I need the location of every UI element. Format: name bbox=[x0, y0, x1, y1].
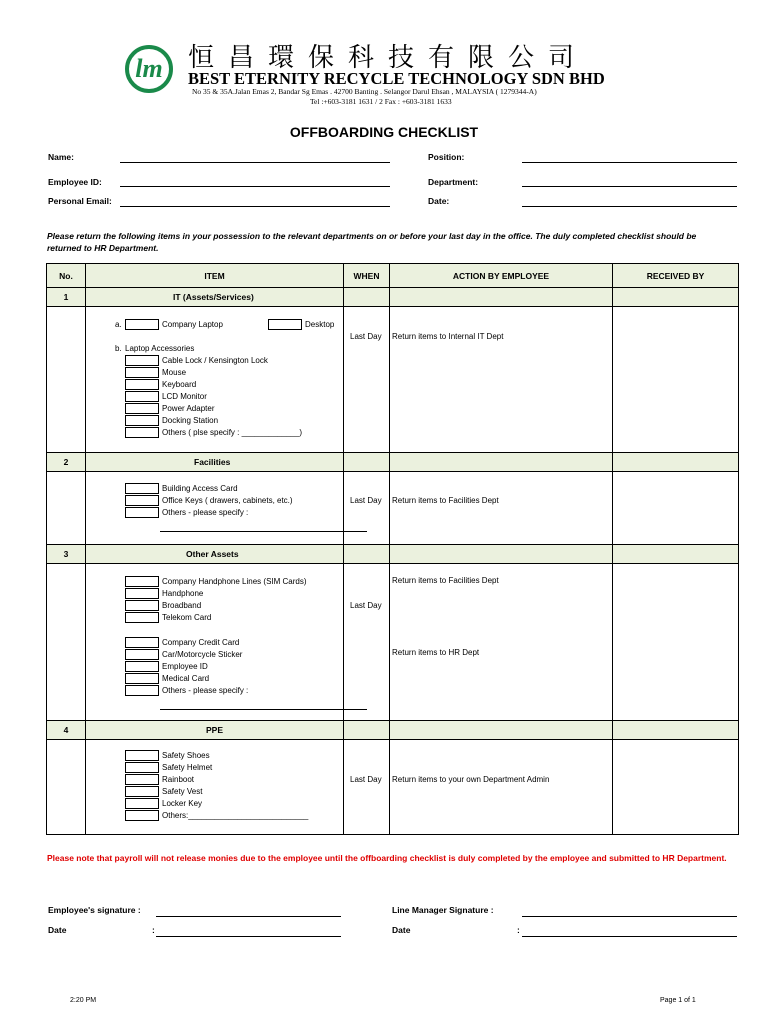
section-items bbox=[86, 564, 344, 721]
received-by-cell[interactable] bbox=[613, 564, 739, 721]
line-manager-date-field[interactable] bbox=[522, 936, 737, 937]
page-title: OFFBOARDING CHECKLIST bbox=[289, 124, 479, 140]
checkbox[interactable] bbox=[125, 415, 159, 426]
checkbox[interactable] bbox=[125, 483, 159, 494]
section-body-row bbox=[47, 740, 739, 835]
section-number: 4 bbox=[47, 721, 86, 740]
checkbox[interactable] bbox=[125, 367, 159, 378]
item-label: Building Access Card bbox=[162, 484, 238, 493]
item-label: Rainboot bbox=[162, 775, 195, 784]
section-items bbox=[86, 472, 344, 545]
item-label: Telekom Card bbox=[162, 613, 212, 622]
checkbox[interactable] bbox=[268, 319, 302, 330]
checkbox[interactable] bbox=[125, 685, 159, 696]
when-text: Last Day bbox=[350, 601, 382, 610]
checkbox[interactable] bbox=[125, 774, 159, 785]
checkbox[interactable] bbox=[125, 810, 159, 821]
checkbox[interactable] bbox=[125, 427, 159, 438]
checkbox[interactable] bbox=[125, 750, 159, 761]
item-label: Broadband bbox=[162, 601, 202, 610]
employee-signature-label: Employee's signature : bbox=[48, 905, 141, 915]
department-label: Department: bbox=[428, 177, 479, 187]
item-b-label: b. bbox=[115, 344, 122, 353]
item-label: Mouse bbox=[162, 368, 187, 377]
section-body-row bbox=[47, 307, 739, 453]
item-label: Company Handphone Lines (SIM Cards) bbox=[162, 577, 307, 586]
section-title: IT (Assets/Services) bbox=[86, 288, 344, 307]
employee-date-label: Date bbox=[48, 925, 67, 935]
item-label: Others - please specify : bbox=[162, 508, 249, 517]
line-manager-signature-field[interactable] bbox=[522, 916, 737, 917]
item-label: Desktop bbox=[305, 320, 335, 329]
checkbox[interactable] bbox=[125, 588, 159, 599]
name-field[interactable] bbox=[120, 162, 390, 163]
position-label: Position: bbox=[428, 152, 465, 162]
action-text: Return items to Facilities Dept bbox=[392, 576, 499, 585]
header-received-by: RECEIVED BY bbox=[613, 264, 739, 288]
item-label: Others - please specify : bbox=[162, 686, 249, 695]
item-label: Company Credit Card bbox=[162, 638, 240, 647]
company-address: No 35 & 35A.Jalan Emas 2, Bandar Sg Emas . 42700 Banting . Selangor Darul Ehsan , MALAYSIA ( 1279344-A) bbox=[192, 87, 537, 96]
section-body-row bbox=[47, 564, 739, 721]
checkbox[interactable] bbox=[125, 507, 159, 518]
checkbox[interactable] bbox=[125, 355, 159, 366]
employee-id-field[interactable] bbox=[120, 186, 390, 187]
item-label: Cable Lock / Kensington Lock bbox=[162, 356, 268, 365]
section-header-row bbox=[47, 288, 739, 307]
footer-page: Page 1 of 1 bbox=[660, 997, 696, 1004]
section-number: 3 bbox=[47, 545, 86, 564]
item-label: Safety Helmet bbox=[162, 763, 213, 772]
checkbox[interactable] bbox=[125, 798, 159, 809]
checklist-table bbox=[46, 263, 739, 835]
company-logo bbox=[125, 45, 173, 93]
action-text: Return items to Facilities Dept bbox=[392, 496, 499, 505]
action-text: Return items to your own Department Admin bbox=[392, 775, 550, 784]
section-title: PPE bbox=[86, 721, 344, 740]
section-header-row bbox=[47, 545, 739, 564]
section-title: Facilities bbox=[86, 453, 344, 472]
checkbox[interactable] bbox=[125, 319, 159, 330]
item-label: Car/Motorcycle Sticker bbox=[162, 650, 243, 659]
section-title: Other Assets bbox=[86, 545, 344, 564]
position-field[interactable] bbox=[522, 162, 737, 163]
item-label: Company Laptop bbox=[162, 320, 223, 329]
item-label: Power Adapter bbox=[162, 404, 215, 413]
logo-monogram: lm bbox=[135, 54, 163, 83]
item-label: Laptop Accessories bbox=[125, 344, 195, 353]
item-label: Locker Key bbox=[162, 799, 203, 808]
when-text: Last Day bbox=[350, 496, 382, 505]
item-label: Others ( plse specify : _____________) bbox=[162, 428, 303, 437]
header-no: No. bbox=[47, 264, 86, 288]
department-field[interactable] bbox=[522, 186, 737, 187]
section-header-row bbox=[47, 453, 739, 472]
checkbox[interactable] bbox=[125, 661, 159, 672]
colon: : bbox=[152, 925, 155, 935]
item-label: Safety Shoes bbox=[162, 751, 210, 760]
received-by-cell[interactable] bbox=[613, 472, 739, 545]
line-manager-date-label: Date bbox=[392, 925, 411, 935]
section-items bbox=[86, 740, 344, 835]
header-item: ITEM bbox=[86, 264, 344, 288]
when-text: Last Day bbox=[350, 775, 382, 784]
company-contact: Tel :+603-3181 1631 / 2 Fax : +603-3181 1633 bbox=[310, 97, 452, 106]
checkbox[interactable] bbox=[125, 600, 159, 611]
section-number: 1 bbox=[47, 288, 86, 307]
checkbox[interactable] bbox=[125, 612, 159, 623]
company-chinese-name: 恒昌環保科技有限公司 bbox=[188, 43, 589, 73]
line-manager-signature-label: Line Manager Signature : bbox=[392, 905, 494, 915]
action-text: Return items to HR Dept bbox=[392, 648, 480, 657]
name-label: Name: bbox=[48, 152, 74, 162]
section-header-row bbox=[47, 721, 739, 740]
table-header-row bbox=[47, 264, 739, 288]
section-body-row bbox=[47, 472, 739, 545]
date-field[interactable] bbox=[522, 206, 737, 207]
employee-date-field[interactable] bbox=[156, 936, 341, 937]
specify-line[interactable] bbox=[160, 531, 367, 532]
instructions: Please return the following items in your possession to the relevant departments on or before your last day in the office. The duly completed checklist should be returned to HR Department. bbox=[47, 231, 697, 253]
item-label: Docking Station bbox=[162, 416, 219, 425]
checkbox[interactable] bbox=[125, 637, 159, 648]
item-label: Handphone bbox=[162, 589, 204, 598]
item-label: LCD Monitor bbox=[162, 392, 207, 401]
employee-signature-field[interactable] bbox=[156, 916, 341, 917]
company-name: BEST ETERNITY RECYCLE TECHNOLOGY SDN BHD bbox=[188, 69, 605, 88]
item-label: Employee ID bbox=[162, 662, 208, 671]
checkbox[interactable] bbox=[125, 786, 159, 797]
header-when: WHEN bbox=[344, 264, 390, 288]
item-label: Medical Card bbox=[162, 674, 210, 683]
date-label: Date: bbox=[428, 196, 450, 206]
personal-email-label: Personal Email: bbox=[48, 196, 112, 206]
footer-time: 2:20 PM bbox=[70, 997, 97, 1004]
checkbox[interactable] bbox=[125, 495, 159, 506]
item-label: Keyboard bbox=[162, 380, 197, 389]
personal-email-field[interactable] bbox=[120, 206, 390, 207]
checkbox[interactable] bbox=[125, 649, 159, 660]
item-label: Office Keys ( drawers, cabinets, etc.) bbox=[162, 496, 293, 505]
header-action: ACTION BY EMPLOYEE bbox=[390, 264, 613, 288]
section-items bbox=[86, 307, 344, 453]
payroll-note: Please note that payroll will not release monies due to the employee until the offboarding checklist is duly completed by the employee and submitted to HR Department. bbox=[47, 853, 727, 863]
when-text: Last Day bbox=[350, 332, 382, 341]
item-label: Safety Vest bbox=[162, 787, 203, 796]
colon: : bbox=[517, 925, 520, 935]
checkbox[interactable] bbox=[125, 379, 159, 390]
received-by-cell[interactable] bbox=[613, 307, 739, 453]
checkbox[interactable] bbox=[125, 673, 159, 684]
checkbox[interactable] bbox=[125, 391, 159, 402]
employee-id-label: Employee ID: bbox=[48, 177, 102, 187]
checkbox[interactable] bbox=[125, 403, 159, 414]
specify-line[interactable] bbox=[160, 709, 367, 710]
checkbox[interactable] bbox=[125, 762, 159, 773]
section-number: 2 bbox=[47, 453, 86, 472]
received-by-cell[interactable] bbox=[613, 740, 739, 835]
checkbox[interactable] bbox=[125, 576, 159, 587]
item-label: Others:___________________________ bbox=[162, 811, 309, 820]
item-a-label: a. bbox=[115, 320, 122, 329]
action-text: Return items to Internal IT Dept bbox=[392, 332, 504, 341]
